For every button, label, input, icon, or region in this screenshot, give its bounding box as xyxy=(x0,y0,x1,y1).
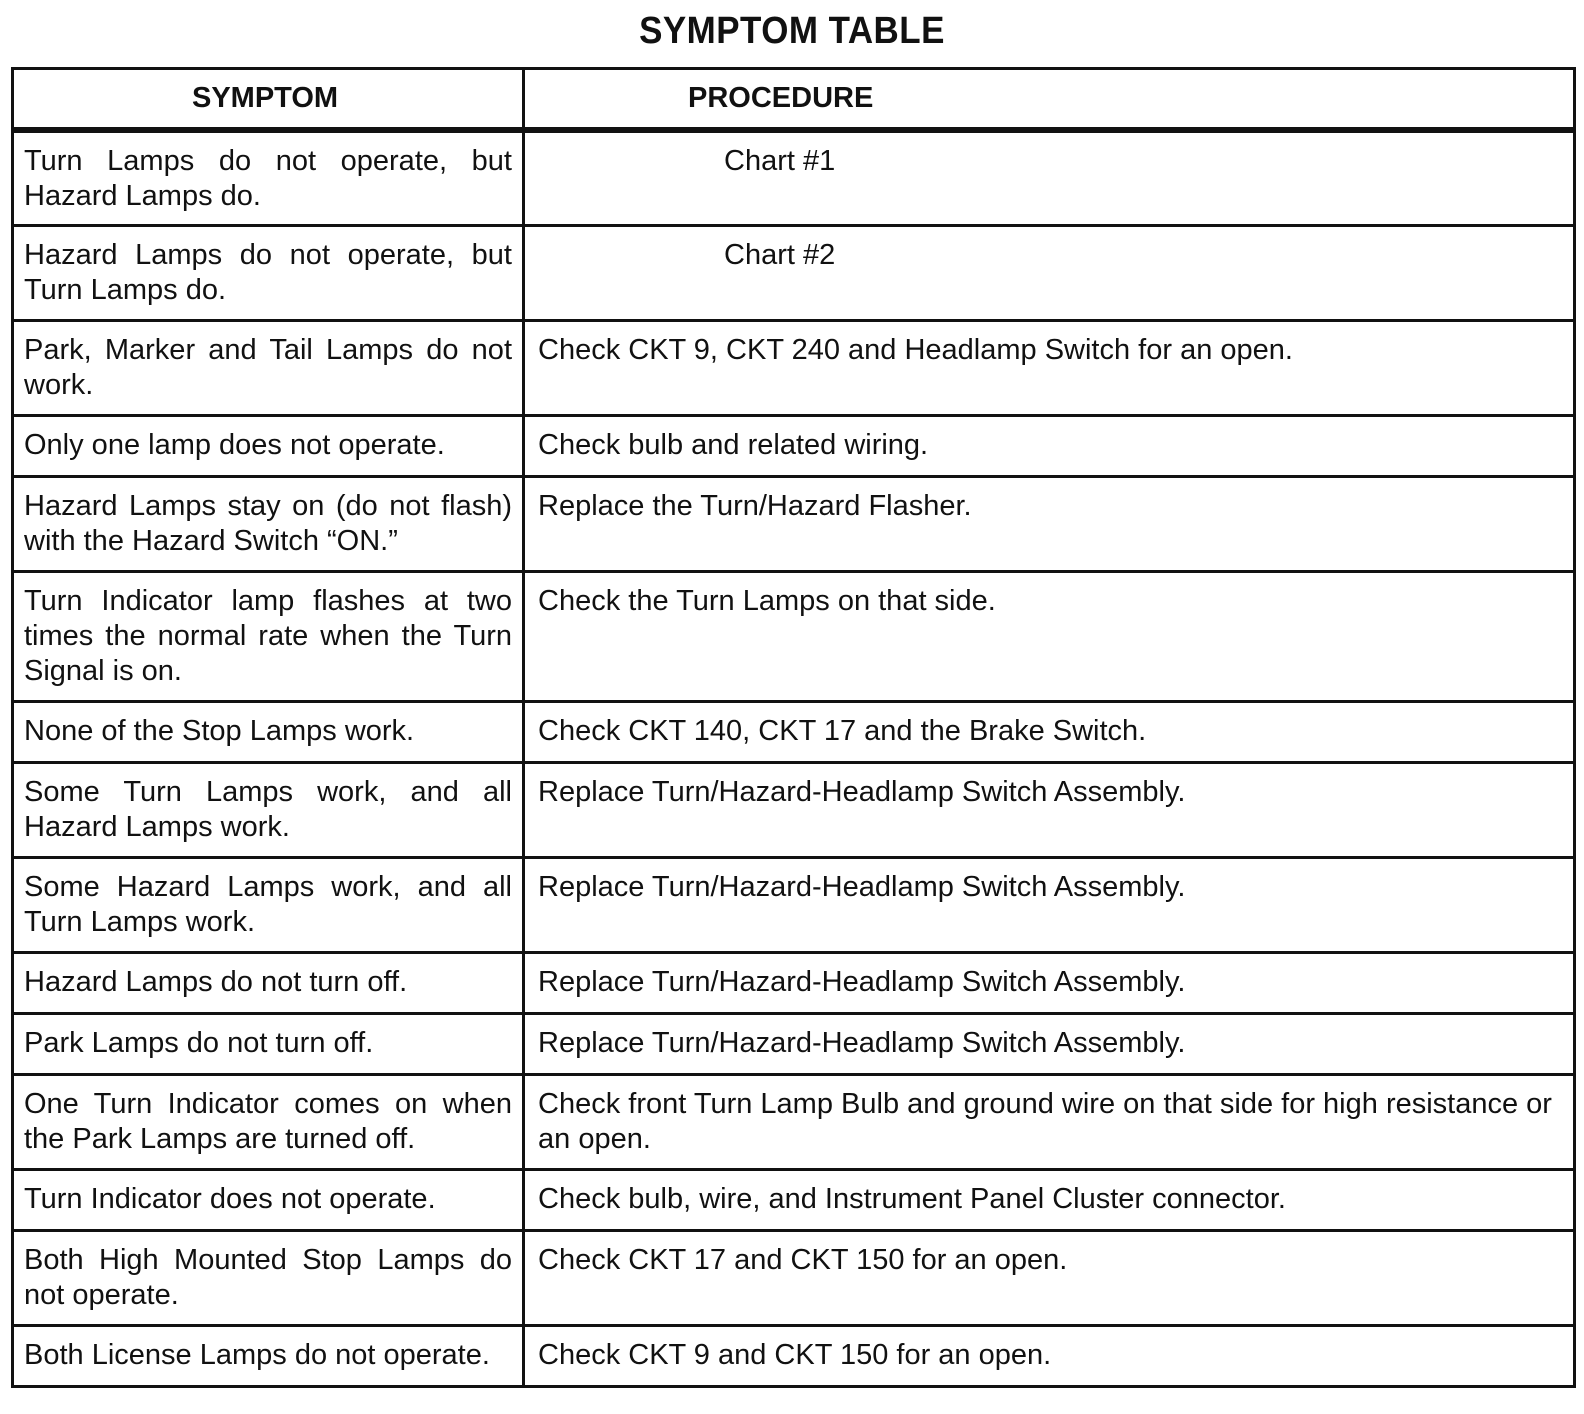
symptom-cell: Park, Marker and Tail Lamps do not work. xyxy=(13,320,524,415)
symptom-cell: Turn Indicator lamp flashes at two times the normal rate when the Turn Signal is on. xyxy=(13,571,524,701)
procedure-cell: Check CKT 140, CKT 17 and the Brake Switch. xyxy=(524,701,1575,762)
table-row xyxy=(13,1230,1575,1325)
procedure-cell: Check CKT 17 and CKT 150 for an open. xyxy=(524,1230,1575,1325)
table-row xyxy=(13,130,1575,225)
procedure-cell: Check the Turn Lamps on that side. xyxy=(524,571,1575,701)
procedure-cell: Chart #1 xyxy=(524,130,1575,225)
table-row xyxy=(13,701,1575,762)
table-row xyxy=(13,1169,1575,1230)
symptom-cell: Some Hazard Lamps work, and all Turn Lamps work. xyxy=(13,857,524,952)
table-row xyxy=(13,225,1575,320)
procedure-cell: Replace Turn/Hazard-Headlamp Switch Assembly. xyxy=(524,1013,1575,1074)
symptom-cell: None of the Stop Lamps work. xyxy=(13,701,524,762)
column-header-symptom: SYMPTOM xyxy=(13,69,524,131)
table-row xyxy=(13,1325,1575,1386)
symptom-cell: Both License Lamps do not operate. xyxy=(13,1325,524,1386)
table-row xyxy=(13,857,1575,952)
symptom-cell: Some Turn Lamps work, and all Hazard Lamps work. xyxy=(13,762,524,857)
procedure-cell: Check front Turn Lamp Bulb and ground wire on that side for high resistance or an open. xyxy=(524,1074,1575,1169)
procedure-cell: Check bulb, wire, and Instrument Panel Cluster connector. xyxy=(524,1169,1575,1230)
symptom-cell: Hazard Lamps do not turn off. xyxy=(13,952,524,1013)
symptom-cell: One Turn Indicator comes on when the Park Lamps are turned off. xyxy=(13,1074,524,1169)
table-row xyxy=(13,762,1575,857)
table-header-row xyxy=(13,69,1575,131)
table-row xyxy=(13,320,1575,415)
page-title: SYMPTOM TABLE xyxy=(639,10,945,52)
symptom-cell: Only one lamp does not operate. xyxy=(13,415,524,476)
table-row xyxy=(13,1013,1575,1074)
procedure-cell: Replace Turn/Hazard-Headlamp Switch Assembly. xyxy=(524,762,1575,857)
procedure-cell: Check bulb and related wiring. xyxy=(524,415,1575,476)
symptom-table xyxy=(11,67,1576,1388)
procedure-cell: Check CKT 9 and CKT 150 for an open. xyxy=(524,1325,1575,1386)
symptom-cell: Hazard Lamps do not operate, but Turn Lamps do. xyxy=(13,225,524,320)
procedure-cell: Replace Turn/Hazard-Headlamp Switch Assembly. xyxy=(524,857,1575,952)
procedure-cell: Chart #2 xyxy=(524,225,1575,320)
procedure-cell: Replace the Turn/Hazard Flasher. xyxy=(524,476,1575,571)
symptom-cell: Both High Mounted Stop Lamps do not operate. xyxy=(13,1230,524,1325)
table-row xyxy=(13,415,1575,476)
symptom-cell: Hazard Lamps stay on (do not flash) with the Hazard Switch “ON.” xyxy=(13,476,524,571)
table-row xyxy=(13,571,1575,701)
table-row xyxy=(13,952,1575,1013)
procedure-cell: Check CKT 9, CKT 240 and Headlamp Switch for an open. xyxy=(524,320,1575,415)
column-header-procedure: PROCEDURE xyxy=(524,69,1575,131)
table-row xyxy=(13,476,1575,571)
table-row xyxy=(13,1074,1575,1169)
symptom-cell: Park Lamps do not turn off. xyxy=(13,1013,524,1074)
symptom-cell: Turn Lamps do not operate, but Hazard Lamps do. xyxy=(13,130,524,225)
symptom-cell: Turn Indicator does not operate. xyxy=(13,1169,524,1230)
procedure-cell: Replace Turn/Hazard-Headlamp Switch Assembly. xyxy=(524,952,1575,1013)
